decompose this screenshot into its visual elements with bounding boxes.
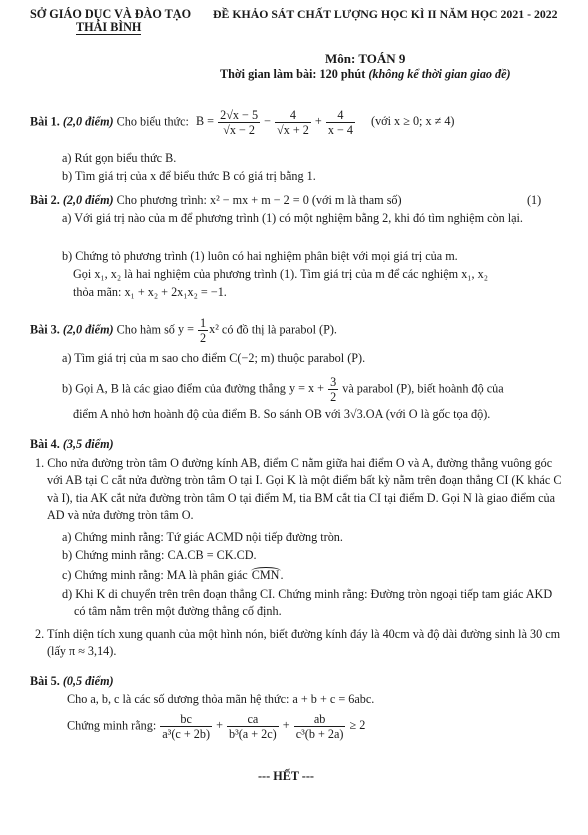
- bai1-points: (2,0 điểm): [62, 114, 114, 129]
- func-num: 1: [200, 316, 207, 330]
- bai4-part-a: a) Chứng minh rằng: Tứ giác ACMD nội tiếp đường tròn.: [62, 530, 343, 544]
- bai2-part-b-line1: b) Chứng tỏ phương trình (1) luôn có hai nghiệm phân biệt với mọi giá trị của m.: [62, 249, 458, 263]
- term-1-den: a³(c + 2b): [162, 727, 211, 742]
- fraction-3: [326, 108, 355, 137]
- bai4-title: Bài 4.: [30, 437, 60, 451]
- expr-lhs: B =: [196, 114, 215, 129]
- term-1: [160, 712, 212, 741]
- bai4-part-b: b) Chứng minh rằng: CA.CB = CK.CD.: [62, 548, 257, 562]
- time-prefix: Thời gian làm bài: 120 phút: [220, 67, 369, 81]
- bai3-b-pre: b) Gọi A, B là các giao điểm của đường thẳng: [62, 381, 286, 396]
- expr-condition: (với x ≥ 0; x ≠ 4): [371, 114, 455, 129]
- bai5-rhs: ≥ 2: [349, 718, 366, 733]
- term-3: [294, 712, 346, 741]
- bai4-points: (3,5 điểm): [62, 437, 114, 451]
- bai1-title: Bài 1.: [30, 114, 60, 129]
- bai5-expression: $\frac{bc}{\text{a³(c + 2b)}}$ + $\frac{ca}{\text{b³(a + 2c)}}$ + $\frac{ab}{\text{c³(b + 2a)}}$ ≥ 2: [162, 712, 366, 742]
- term-2-den: b³(a + 2c): [228, 727, 277, 742]
- bai1-intro: Cho biểu thức:: [116, 114, 189, 129]
- time-info: [220, 67, 511, 82]
- bai3-part-b-line1: [62, 375, 504, 404]
- bai5-inequality: [67, 712, 365, 741]
- bai2-intro: Cho phương trình:: [116, 193, 207, 207]
- fraction-3-den: x − 4: [327, 123, 353, 138]
- line-num: 3: [330, 375, 337, 389]
- bai3-points: (2,0 điểm): [62, 322, 114, 337]
- bai3-part-b-line2: điểm A nhỏ hơn hoành độ của điểm B. So sánh OB với 3√3.OA (với O là gốc tọa độ).: [73, 407, 491, 421]
- term-1-num: bc: [160, 712, 212, 727]
- time-note: (không kể thời gian giao đề): [368, 67, 511, 81]
- fraction-3-num: 4: [326, 108, 355, 123]
- bai2-points: (2,0 điểm): [62, 193, 114, 207]
- fraction-1-den: √x − 2: [223, 123, 255, 138]
- end-marker: --- HẾT ---: [258, 769, 314, 783]
- term-3-num: ab: [294, 712, 346, 727]
- bai4-part-2: 2. Tính diện tích xung quanh của một hình nón, biết đường kính đáy là 40cm và độ dài đường sinh là 30 cm (lấy π ≈ 3,14).: [35, 627, 561, 659]
- exam-title: ĐỀ KHẢO SÁT CHẤT LƯỢNG HỌC KÌ II NĂM HỌC 2021 - 2022: [213, 7, 558, 21]
- fraction-2-num: 4: [275, 108, 311, 123]
- bai1-expression: B = $\frac{2√x - 5}{√x - 2}$ − $\frac{4}{√x + 2}$ + $\frac{4}{x - 4}$ (với x ≥ 0; x ≠ 4): [196, 108, 455, 138]
- bai2-part-b-line2: Gọi x₁, x₂ là hai nghiệm của phương trình (1). Tìm giá trị của m để các nghiệm x₁, x₂: [73, 267, 488, 281]
- bai4-heading: [30, 437, 114, 452]
- bai4-part-d: d) Khi K di chuyển trên trên đoạn thẳng CI. Chứng minh rằng: Đường tròn ngoại tiếp tam giác AKD có tâm nằm trên một đường thẳng cố định.: [62, 587, 553, 619]
- bai3-title: Bài 3.: [30, 322, 60, 337]
- term-2-num: ca: [227, 712, 279, 727]
- bai1-part-b: b) Tìm giá trị của x để biểu thức B có giá trị bằng 1.: [62, 169, 316, 183]
- fraction-2-den: √x + 2: [277, 123, 309, 138]
- bai3-b-post: và parabol (P), biết hoành độ của: [342, 381, 504, 396]
- line-fraction: [328, 375, 338, 404]
- bai3-intro: Cho hàm số: [116, 322, 175, 337]
- bai3-function: [177, 316, 222, 346]
- bai1-part-a: a) Rút gọn biểu thức B.: [62, 151, 177, 165]
- fraction-1-num: 2√x − 5: [220, 108, 259, 122]
- bai3-heading: [30, 316, 337, 345]
- bai2-b-equation: x₁ + x₂ + 2x₁x₂ = −1.: [124, 285, 227, 299]
- bai5-heading: [30, 674, 114, 689]
- bai2-equation: x² − mx + m − 2 = 0: [209, 193, 309, 207]
- bai1-heading: [30, 108, 455, 137]
- bai2-title: Bài 2.: [30, 193, 60, 207]
- bai4-part-1: 1. Cho nửa đường tròn tâm O đường kính AB, điểm C nằm giữa hai điểm O và A, đường thẳng vuông góc với AB tại C cắt nửa đường tròn tâm O tại I. Gọi K là một điểm bất kỳ nằm trên đoạn thẳng CI (K khác C và I), tia AK cắt nửa đường tròn tâm O tại điểm M, tia BM cắt tia CI tại điểm D. Gọi N là giao điểm của AD và nửa đường tròn tâm O.: [35, 456, 562, 522]
- term-2: [227, 712, 279, 741]
- func-den: 2: [200, 331, 207, 346]
- bai5-title: Bài 5.: [30, 674, 60, 688]
- fraction-2: [275, 108, 311, 137]
- angle-cmn: CMN: [251, 568, 280, 582]
- fraction-1: [218, 108, 260, 137]
- bai4-part-c: c) Chứng minh rằng: MA là phân giác CMN.: [62, 568, 284, 582]
- subject-label: Môn: TOÁN 9: [325, 51, 406, 66]
- bai4-c-pre: c) Chứng minh rằng: MA là phân giác: [62, 568, 248, 582]
- bai3-line-eq: [288, 375, 342, 405]
- bai2-condition: (với m là tham số): [311, 193, 402, 207]
- bai3-after: có đồ thị là parabol (P).: [221, 322, 337, 337]
- equation-tag: (1): [527, 193, 542, 207]
- func-fraction: [198, 316, 208, 345]
- bai3-part-a: a) Tìm giá trị của m sao cho điểm C(−2; m) thuộc parabol (P).: [62, 351, 366, 365]
- bai2-b-label: thỏa mãn:: [73, 285, 122, 299]
- line-den: 2: [330, 390, 337, 405]
- bai5-points: (0,5 điểm): [62, 674, 114, 688]
- bai2-part-b-line3: [73, 285, 227, 300]
- bai5-prove-label: Chứng minh rằng:: [67, 718, 157, 733]
- term-3-den: c³(b + 2a): [295, 727, 344, 742]
- func-lhs: y =: [177, 322, 194, 337]
- line-lhs: y = x +: [288, 381, 325, 396]
- func-tail: x²: [209, 322, 219, 337]
- province-name: THÁI BÌNH: [76, 20, 142, 34]
- bai5-intro: Cho a, b, c là các số dương thỏa mãn hệ thức: a + b + c = 6abc.: [67, 692, 375, 706]
- bai2-heading: [30, 193, 402, 208]
- department-name: SỞ GIÁO DỤC VÀ ĐÀO TẠO: [30, 7, 192, 21]
- bai2-part-a: a) Với giá trị nào của m để phương trình (1) có một nghiệm bằng 2, khi đó tìm nghiệm còn lại.: [62, 211, 523, 225]
